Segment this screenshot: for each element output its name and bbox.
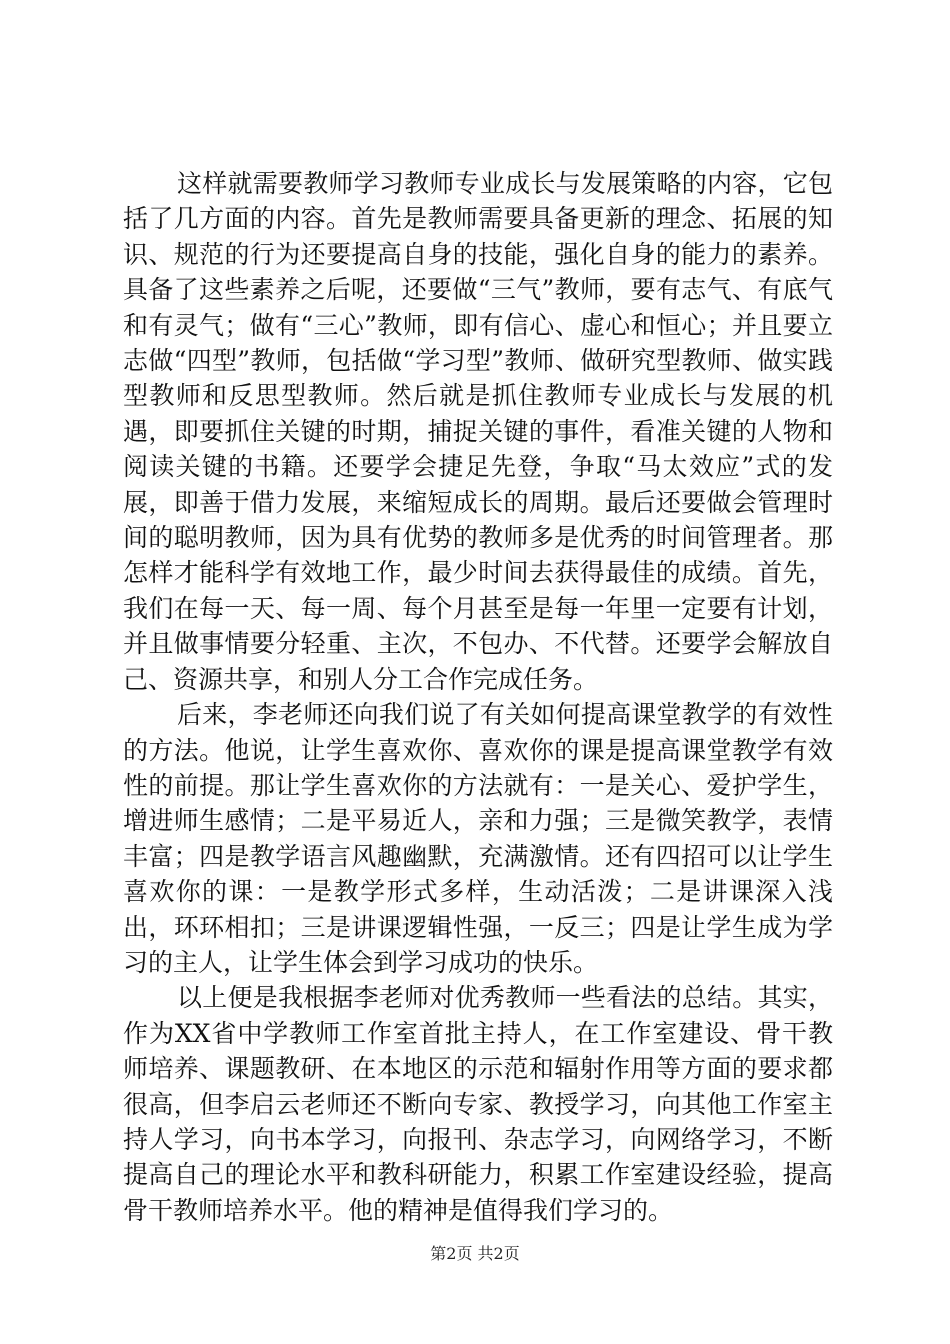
paragraph-3: 以上便是我根据李老师对优秀教师一些看法的总结。其实，作为XX省中学教师工作室首批主持人，在工作室建设、骨干教师培养、课题教研、在本地区的示范和辐射作用等方面的要求都很高，但李启云老师还不断向专家、教授学习，向其他工作室主持人学习，向书本学习，向报刊、杂志学习，向网络学习，不断提高自己的理论水平和教科研能力，积累工作室建设经验，提高骨干教师培养水平。他的精神是值得我们学习的。 xyxy=(123,983,833,1225)
page-number-label: 第2页 共2页 xyxy=(430,1244,520,1263)
paragraph-1: 这样就需要教师学习教师专业成长与发展策略的内容，它包括了几方面的内容。首先是教师需要具备更新的理念、拓展的知识、规范的行为还要提高自身的技能，强化自身的能力的素养。具备了这些素养之后呢，还要做“三气”教师，要有志气、有底气和有灵气；做有“三心”教师，即有信心、虚心和恒心；并且要立志做“四型”教师，包括做“学习型”教师、做研究型教师、做实践型教师和反思型教师。然后就是抓住教师专业成长与发展的机遇，即要抓住关键的时期，捕捉关键的事件，看准关键的人物和阅读关键的书籍。还要学会捷足先登，争取“马太效应”式的发展，即善于借力发展，来缩短成长的周期。最后还要做会管理时间的聪明教师，因为具有优势的教师多是优秀的时间管理者。那怎样才能科学有效地工作，最少时间去获得最佳的成绩。首先，我们在每一天、每一周、每个月甚至是每一年里一定要有计划，并且做事情要分轻重、主次，不包办、不代替。还要学会解放自己、资源共享，和别人分工合作完成任务。 xyxy=(123,169,833,694)
document-body xyxy=(123,166,833,1228)
page-footer xyxy=(0,1244,950,1264)
paragraph-2: 后来，李老师还向我们说了有关如何提高课堂教学的有效性的方法。他说，让学生喜欢你、喜欢你的课是提高课堂教学有效性的前提。那让学生喜欢你的方法就有：一是关心、爱护学生，增进师生感情；二是平易近人，亲和力强；三是微笑教学，表情丰富；四是教学语言风趣幽默，充满激情。还有四招可以让学生喜欢你的课：一是教学形式多样，生动活泼；二是讲课深入浅出，环环相扣；三是讲课逻辑性强，一反三；四是让学生成为学习的主人，让学生体会到学习成功的快乐。 xyxy=(123,700,833,977)
